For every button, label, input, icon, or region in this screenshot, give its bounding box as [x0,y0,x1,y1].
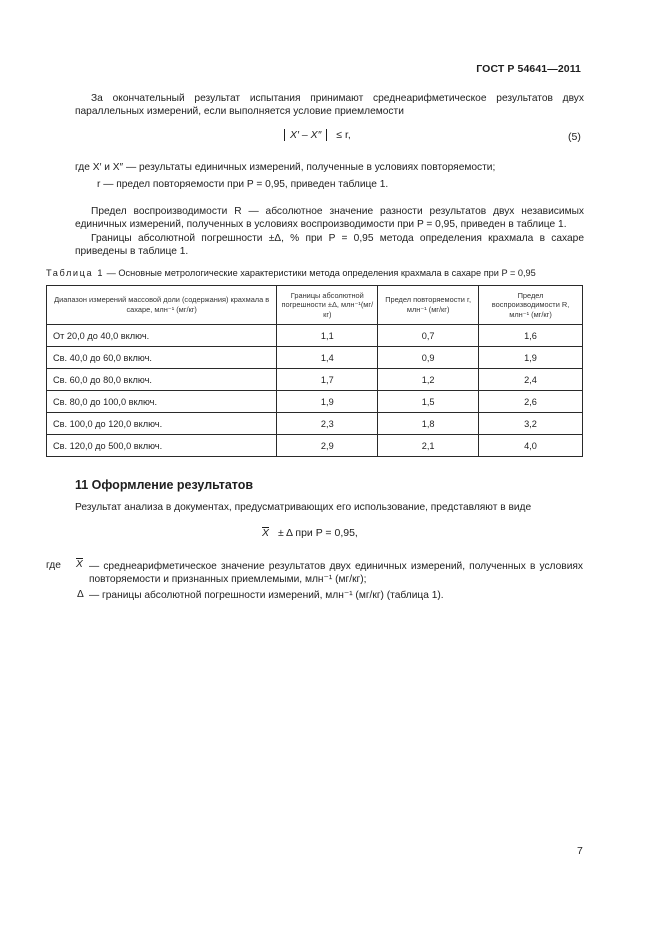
result-formula [262,527,358,539]
cell-repeatability: 1,2 [378,369,479,391]
cell-reproducibility: 2,6 [479,391,583,413]
cell-range: Св. 120,0 до 500,0 включ. [47,435,277,457]
where-mean-symbol [76,558,83,570]
table-row [47,325,583,347]
table-row [47,369,583,391]
cell-reproducibility: 3,2 [479,413,583,435]
section-11-title: 11 Оформление результатов [75,478,254,492]
cell-repeatability: 0,9 [378,347,479,369]
cell-reproducibility: 4,0 [479,435,583,457]
formula-5-lhs: X′ – X″ [284,129,327,141]
where-delta-symbol: Δ [77,589,84,600]
section-11-paragraph: Результат анализа в документах, предусматривающих его использование, представляют в виде [75,502,532,513]
mean-symbol-def: X [76,559,83,570]
reproducibility-paragraph: Предел воспроизводимости R — абсолютное значение разности результатов двух независимых единичных измерений, полученных в условиях воспроизводимости при P = 0,95, приведен в таблице 1. [75,206,584,231]
page-number: 7 [577,845,583,857]
cell-range: Св. 60,0 до 80,0 включ. [47,369,277,391]
cell-repeatability: 1,5 [378,391,479,413]
cell-reproducibility: 1,9 [479,347,583,369]
cell-repeatability: 1,8 [378,413,479,435]
cell-error: 1,4 [277,347,378,369]
where-line-2: r — предел повторяемости при P = 0,95, приведен таблице 1. [97,179,389,190]
table-row [47,347,583,369]
error-bounds-paragraph: Границы абсолютной погрешности ±Δ, % при P = 0,95 метода определения крахмала в сахаре приведены в таблице 1. [75,233,584,258]
where-label: где [46,560,61,571]
header-reproducibility: Предел воспроизводимости R, млн⁻¹ (мг/кг) [479,286,583,325]
header-repeatability: Предел повторяемости r, млн⁻¹ (мг/кг) [378,286,479,325]
header-range: Диапазон измерений массовой доли (содержания) крахмала в сахаре, млн⁻¹ (мг/кг) [47,286,277,325]
cell-repeatability: 2,1 [378,435,479,457]
table-caption [46,268,536,278]
cell-error: 1,7 [277,369,378,391]
result-formula-rest: ± Δ при P = 0,95, [277,527,358,539]
cell-error: 2,3 [277,413,378,435]
mean-symbol: X [262,527,270,539]
formula-5 [284,129,351,141]
cell-range: От 20,0 до 40,0 включ. [47,325,277,347]
cell-error: 2,9 [277,435,378,457]
header-error-bounds: Границы абсолютной погрешности ±Δ, млн⁻¹(мг/кг) [277,286,378,325]
where-mean-text: — среднеарифметическое значение результатов двух единичных измерений, полученных в условиях повторяемости и признанных приемлемыми, млн⁻¹ (мг/кг); [89,561,583,586]
where-line-1: где X′ и X″ — результаты единичных измерений, полученные в условиях повторяемости; [75,162,496,173]
table-row [47,391,583,413]
table-header-row [47,286,583,325]
cell-range: Св. 40,0 до 60,0 включ. [47,347,277,369]
table-caption-text: — Основные метрологические характеристики метода определения крахмала в сахаре при P = 0,95 [104,268,536,278]
cell-range: Св. 100,0 до 120,0 включ. [47,413,277,435]
cell-reproducibility: 1,6 [479,325,583,347]
formula-5-rel: ≤ r, [336,129,351,141]
cell-reproducibility: 2,4 [479,369,583,391]
table-caption-prefix: Таблица 1 [46,268,105,278]
cell-repeatability: 0,7 [378,325,479,347]
intro-paragraph: За окончательный результат испытания принимают среднеарифметическое результатов двух параллельных измерений, если выполняется условие приемлемости [75,93,584,118]
metrology-table [46,285,583,457]
equation-number: (5) [568,131,581,143]
cell-error: 1,1 [277,325,378,347]
where-delta-text: — границы абсолютной погрешности измерений, млн⁻¹ (мг/кг) (таблица 1). [89,590,444,601]
table-row [47,435,583,457]
cell-error: 1,9 [277,391,378,413]
document-id: ГОСТ Р 54641—2011 [476,63,581,75]
cell-range: Св. 80,0 до 100,0 включ. [47,391,277,413]
table-row [47,413,583,435]
